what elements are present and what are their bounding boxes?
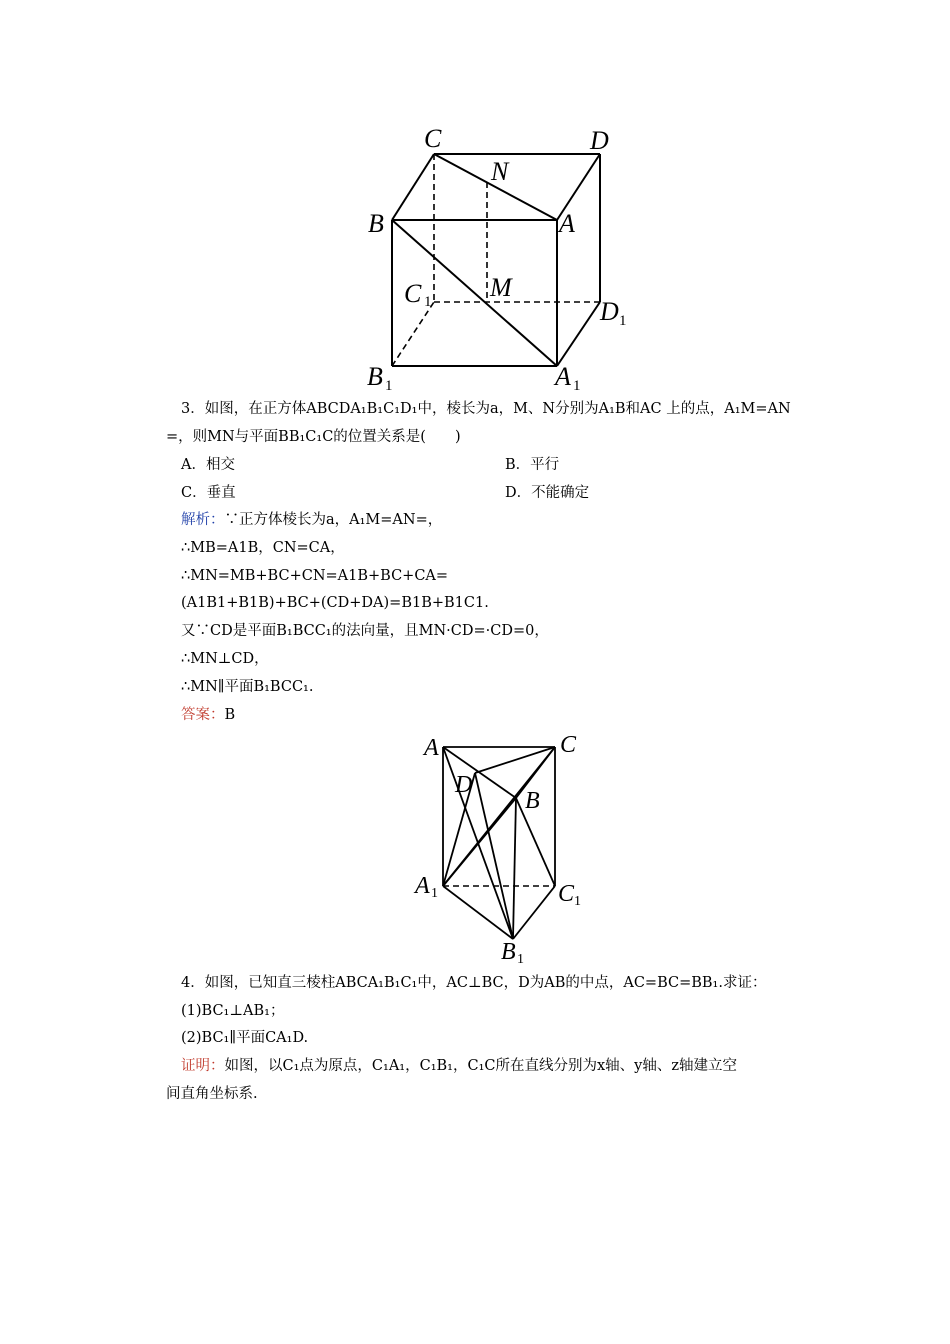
problem3-line1: 3．如图，在正方体ABCDA₁B₁C₁D₁中，棱长为a，M、N分别为A₁B和AC 上的点，A₁M=AN [181, 401, 791, 417]
proof-line1 [181, 1056, 737, 1076]
problem3-line2: =，则MN与平面BB₁C₁C的位置关系是( ) [166, 429, 461, 445]
label-D1: D [600, 297, 619, 326]
label-B1-sub: 1 [385, 378, 393, 394]
analysis-line7: ∴MN∥平面B₁BCC₁. [181, 679, 314, 695]
analysis-line1 [181, 510, 442, 530]
label-M: M [490, 273, 512, 302]
analysis-text: ∵正方体棱长为a，A₁M=AN=， [224, 512, 443, 528]
label-A: A [424, 735, 439, 761]
prism-diagram [405, 728, 595, 968]
label-D1-sub: 1 [619, 313, 627, 329]
label-N: N [491, 157, 509, 186]
analysis-line3: ∴MN=MB+BC+CN=A1B+BC+CA= [181, 568, 449, 584]
label-C1-sub: 1 [424, 294, 432, 310]
proof-line2: 间直角坐标系. [166, 1086, 258, 1102]
label-B1: B [367, 362, 383, 391]
label-D: D [455, 772, 473, 798]
label-C1: C [558, 881, 575, 907]
analysis-line6: ∴MN⊥CD， [181, 651, 269, 667]
label-A: A [559, 209, 575, 238]
option-b: B．平行 [505, 457, 560, 473]
label-B: B [368, 209, 384, 238]
cube-figure [360, 120, 650, 395]
label-A1-sub: 1 [431, 886, 438, 901]
problem4-item1: (1)BC₁⊥AB₁； [181, 1003, 285, 1019]
answer-line [181, 705, 235, 725]
option-a: A．相交 [181, 457, 235, 473]
analysis-line4: (A1B1+B1B)+BC+(CD+DA)=B1B+B1C1. [181, 595, 489, 611]
prism-figure [405, 728, 595, 968]
cube-diagram [360, 120, 650, 395]
analysis-line2: ∴MB=A1B，CN=CA， [181, 540, 345, 556]
label-A1-sub: 1 [573, 378, 581, 394]
label-C: C [424, 124, 442, 153]
label-C1: C [404, 279, 422, 308]
problem4-line1: 4．如图，已知直三棱柱ABCA₁B₁C₁中，AC⊥BC，D为AB的中点，AC=BC=BB₁.求证： [181, 975, 767, 991]
label-A1: A [555, 362, 571, 391]
analysis-line5: 又∵CD是平面B₁BCC₁的法向量，且MN·CD=·CD=0， [181, 623, 549, 639]
problem4-item2: (2)BC₁∥平面CA₁D. [181, 1030, 309, 1046]
proof-text: 如图，以C₁点为原点，C₁A₁，C₁B₁，C₁C所在直线分别为x轴、y轴、z轴建立空 [224, 1058, 737, 1074]
answer-label: 答案： [181, 707, 225, 723]
label-B1: B [501, 939, 516, 965]
proof-label: 证明： [181, 1058, 225, 1074]
analysis-label: 解析： [181, 512, 225, 528]
label-A1: A [415, 873, 430, 899]
label-B1-sub: 1 [517, 952, 524, 967]
option-c: C．垂直 [181, 485, 236, 501]
answer-value: B [224, 707, 236, 723]
label-D: D [590, 126, 609, 155]
label-C1-sub: 1 [574, 894, 581, 909]
label-B: B [525, 788, 540, 814]
option-d: D．不能确定 [505, 485, 590, 501]
label-C: C [560, 732, 577, 758]
